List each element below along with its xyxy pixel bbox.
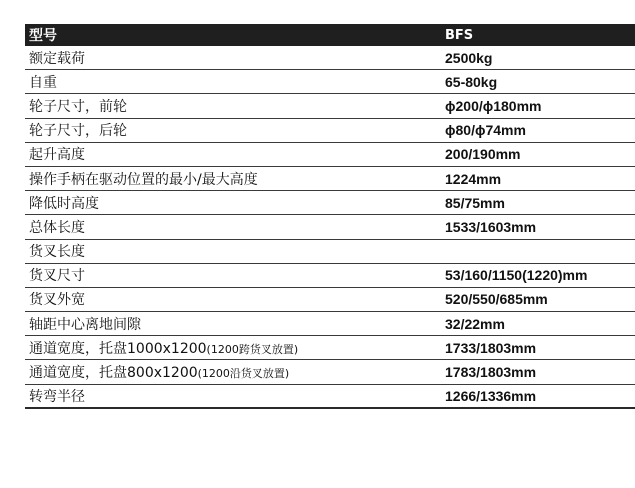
table-row	[25, 94, 635, 118]
row-name-note: (1200沿货叉放置)	[197, 367, 290, 381]
table-row	[25, 312, 635, 336]
row-value: ɸ200/ɸ180mm	[445, 97, 542, 114]
table-row	[25, 143, 635, 167]
header-value-cell: BFS	[445, 27, 474, 43]
row-value: 53/160/1150(1220)mm	[445, 267, 588, 284]
row-name: 轴距中心离地间隙	[29, 316, 141, 333]
row-name: 总体长度	[29, 219, 85, 236]
row-name	[25, 338, 443, 358]
row-value: 1266/1336mm	[445, 387, 537, 404]
row-name: 轮子尺寸，后轮	[29, 123, 127, 140]
row-value: 1533/1603mm	[445, 218, 537, 235]
row-name-main: 通道宽度，托盘800x1200	[29, 365, 198, 382]
row-value: 32/22mm	[445, 315, 505, 332]
row-name: 降低时高度	[29, 195, 99, 212]
row-name: 自重	[29, 74, 57, 91]
table-row	[25, 119, 635, 143]
spec-table	[25, 24, 635, 409]
row-name	[25, 362, 443, 382]
row-value: 520/550/685mm	[445, 291, 548, 308]
table-row	[25, 191, 635, 215]
row-name: 操作手柄在驱动位置的最小/最大高度	[29, 171, 258, 188]
table-row	[25, 215, 635, 239]
table-row	[25, 360, 635, 384]
table-row	[25, 336, 635, 360]
row-name: 货叉外宽	[29, 292, 85, 309]
row-value: 2500kg	[445, 49, 493, 66]
table-row	[25, 70, 635, 94]
table-row	[25, 288, 635, 312]
row-name: 轮子尺寸，前轮	[29, 98, 127, 115]
row-value: 85/75mm	[445, 194, 505, 211]
row-value: 65-80kg	[445, 73, 498, 90]
row-name-note: (1200跨货叉放置)	[206, 342, 299, 356]
row-value: 1224mm	[445, 170, 502, 187]
table-row	[25, 167, 635, 191]
row-value: ɸ80/ɸ74mm	[445, 122, 526, 139]
row-value: 1733/1803mm	[445, 339, 537, 356]
row-name: 转弯半径	[29, 388, 85, 405]
table-row	[25, 240, 635, 264]
row-value: 1783/1803mm	[445, 364, 537, 381]
row-name: 额定载荷	[29, 50, 85, 67]
table-row	[25, 264, 635, 288]
row-name: 货叉尺寸	[29, 268, 85, 285]
row-value: 200/190mm	[445, 146, 521, 163]
row-name: 起升高度	[29, 147, 85, 164]
header-name-cell: 型号	[29, 28, 57, 44]
row-name-main: 通道宽度，托盘1000x1200	[29, 340, 207, 357]
row-name: 货叉长度	[29, 244, 85, 261]
table-row	[25, 46, 635, 70]
table-header	[25, 24, 635, 46]
table-row	[25, 385, 635, 409]
